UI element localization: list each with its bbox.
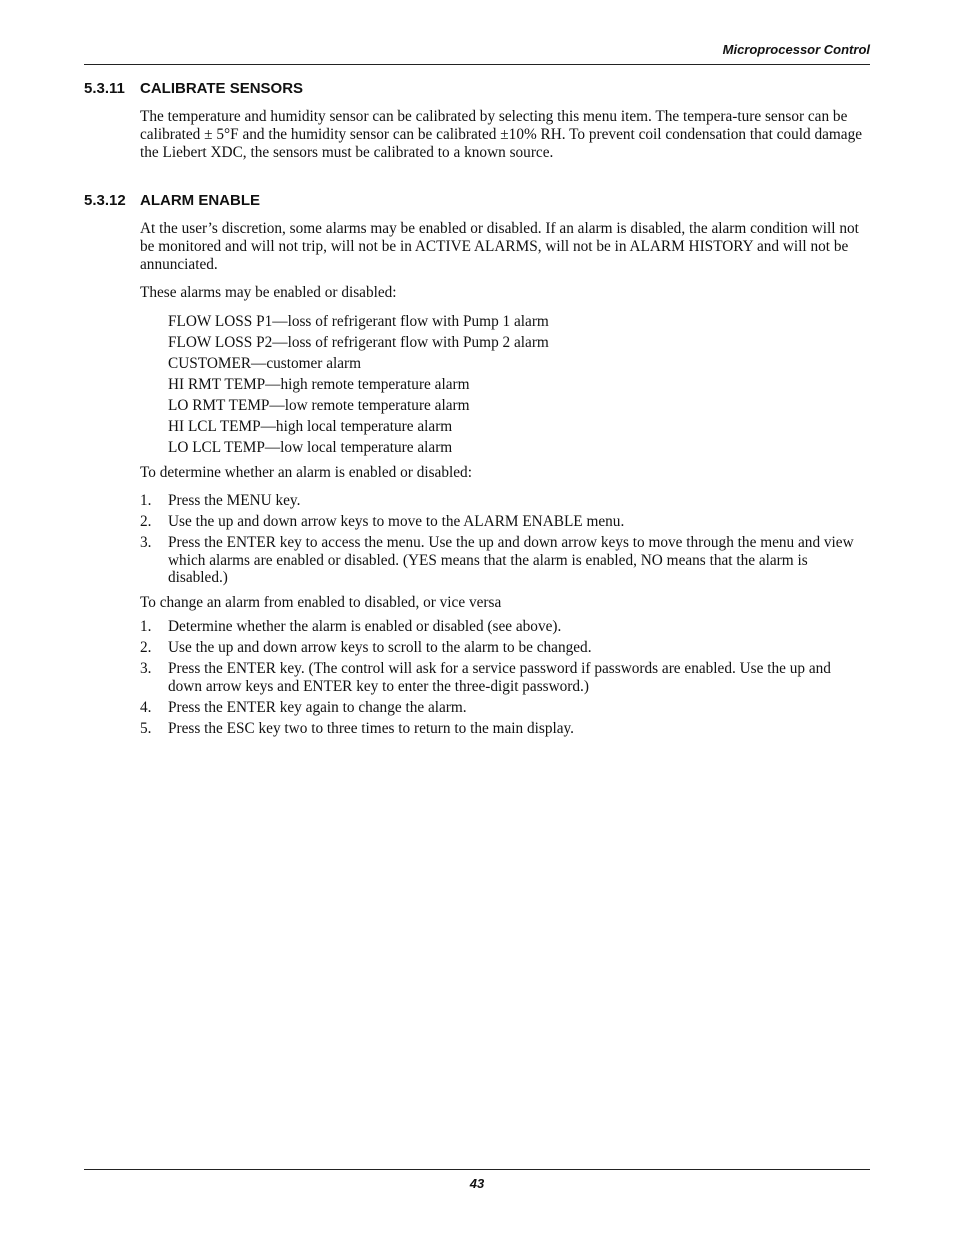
step-text: Press the MENU key. xyxy=(168,492,301,509)
step-text: Use the up and down arrow keys to scroll to the alarm to be changed. xyxy=(168,639,592,656)
list-item: HI RMT TEMP—high remote temperature alarm xyxy=(168,376,470,393)
page-number: 43 xyxy=(469,1176,485,1191)
list-item xyxy=(140,513,868,531)
step-number: 3. xyxy=(140,534,152,551)
section-title: ALARM ENABLE xyxy=(140,192,260,209)
header-rule xyxy=(84,64,870,65)
list-item: HI LCL TEMP—high local temperature alarm xyxy=(168,418,453,435)
step-text: Press the ESC key two to three times to return to the main display. xyxy=(168,719,575,737)
step-text: Determine whether the alarm is enabled or disabled (see above). xyxy=(168,618,562,635)
list-item xyxy=(140,720,868,738)
step-number: 1. xyxy=(140,618,152,635)
determine-intro: To determine whether an alarm is enabled or disabled: xyxy=(140,464,472,481)
step-number: 2. xyxy=(140,639,152,656)
determine-steps xyxy=(140,492,868,590)
section-heading-alarm-enable xyxy=(84,192,260,210)
section-heading-calibrate-sensors xyxy=(84,80,303,98)
step-number: 2. xyxy=(140,513,152,530)
running-header: Microprocessor Control xyxy=(722,42,870,57)
change-steps xyxy=(140,618,868,741)
step-number: 5. xyxy=(140,719,152,737)
step-number: 3. xyxy=(140,660,152,677)
list-item: FLOW LOSS P1—loss of refrigerant flow with Pump 1 alarm xyxy=(168,313,549,330)
list-item: LO RMT TEMP—low remote temperature alarm xyxy=(168,397,470,414)
list-item: FLOW LOSS P2—loss of refrigerant flow with Pump 2 alarm xyxy=(168,334,549,351)
calibrate-sensors-paragraph: The temperature and humidity sensor can be calibrated by selecting this menu item. The tempera-ture sensor can be calibrated ± 5°F and the humidity sensor can be calibrated ±10% RH. To prevent coil condensation that could damage the Liebert XDC, the sensors must be calibrated to a known source. xyxy=(140,108,863,161)
step-number: 1. xyxy=(140,492,152,509)
list-item xyxy=(140,699,868,717)
step-number: 4. xyxy=(140,698,152,716)
list-item xyxy=(140,618,868,636)
list-item: LO LCL TEMP—low local temperature alarm xyxy=(168,439,453,456)
step-text: Press the ENTER key. (The control will ask for a service password if passwords are enabled. Use the up and down arrow keys and ENTER key to enter the three-digit password.) xyxy=(168,660,831,695)
step-text: Press the ENTER key to access the menu. Use the up and down arrow keys to move through the menu and view which alarms are enabled or disabled. (YES means that the alarm is enabled, NO means that the alarm is disabled.) xyxy=(168,534,854,586)
alarm-enable-intro: At the user’s discretion, some alarms may be enabled or disabled. If an alarm is disabled, the alarm condition will not be monitored and will not trip, will not be in ACTIVE ALARMS, will not be in ALARM HISTORY and will not be annunciated. xyxy=(140,220,859,273)
alarm-list-intro: These alarms may be enabled or disabled: xyxy=(140,284,397,301)
section-title: CALIBRATE SENSORS xyxy=(140,80,304,97)
list-item xyxy=(140,660,868,695)
section-number: 5.3.11 xyxy=(84,80,125,97)
alarm-list xyxy=(168,311,868,458)
step-text: Press the ENTER key again to change the alarm. xyxy=(168,698,467,716)
list-item xyxy=(140,534,868,587)
step-text: Use the up and down arrow keys to move to the ALARM ENABLE menu. xyxy=(168,513,625,530)
change-intro: To change an alarm from enabled to disabled, or vice versa xyxy=(140,594,502,611)
list-item xyxy=(140,492,868,510)
list-item xyxy=(140,639,868,657)
list-item: CUSTOMER—customer alarm xyxy=(168,355,362,372)
footer-rule xyxy=(84,1169,870,1170)
section-number: 5.3.12 xyxy=(84,192,126,209)
